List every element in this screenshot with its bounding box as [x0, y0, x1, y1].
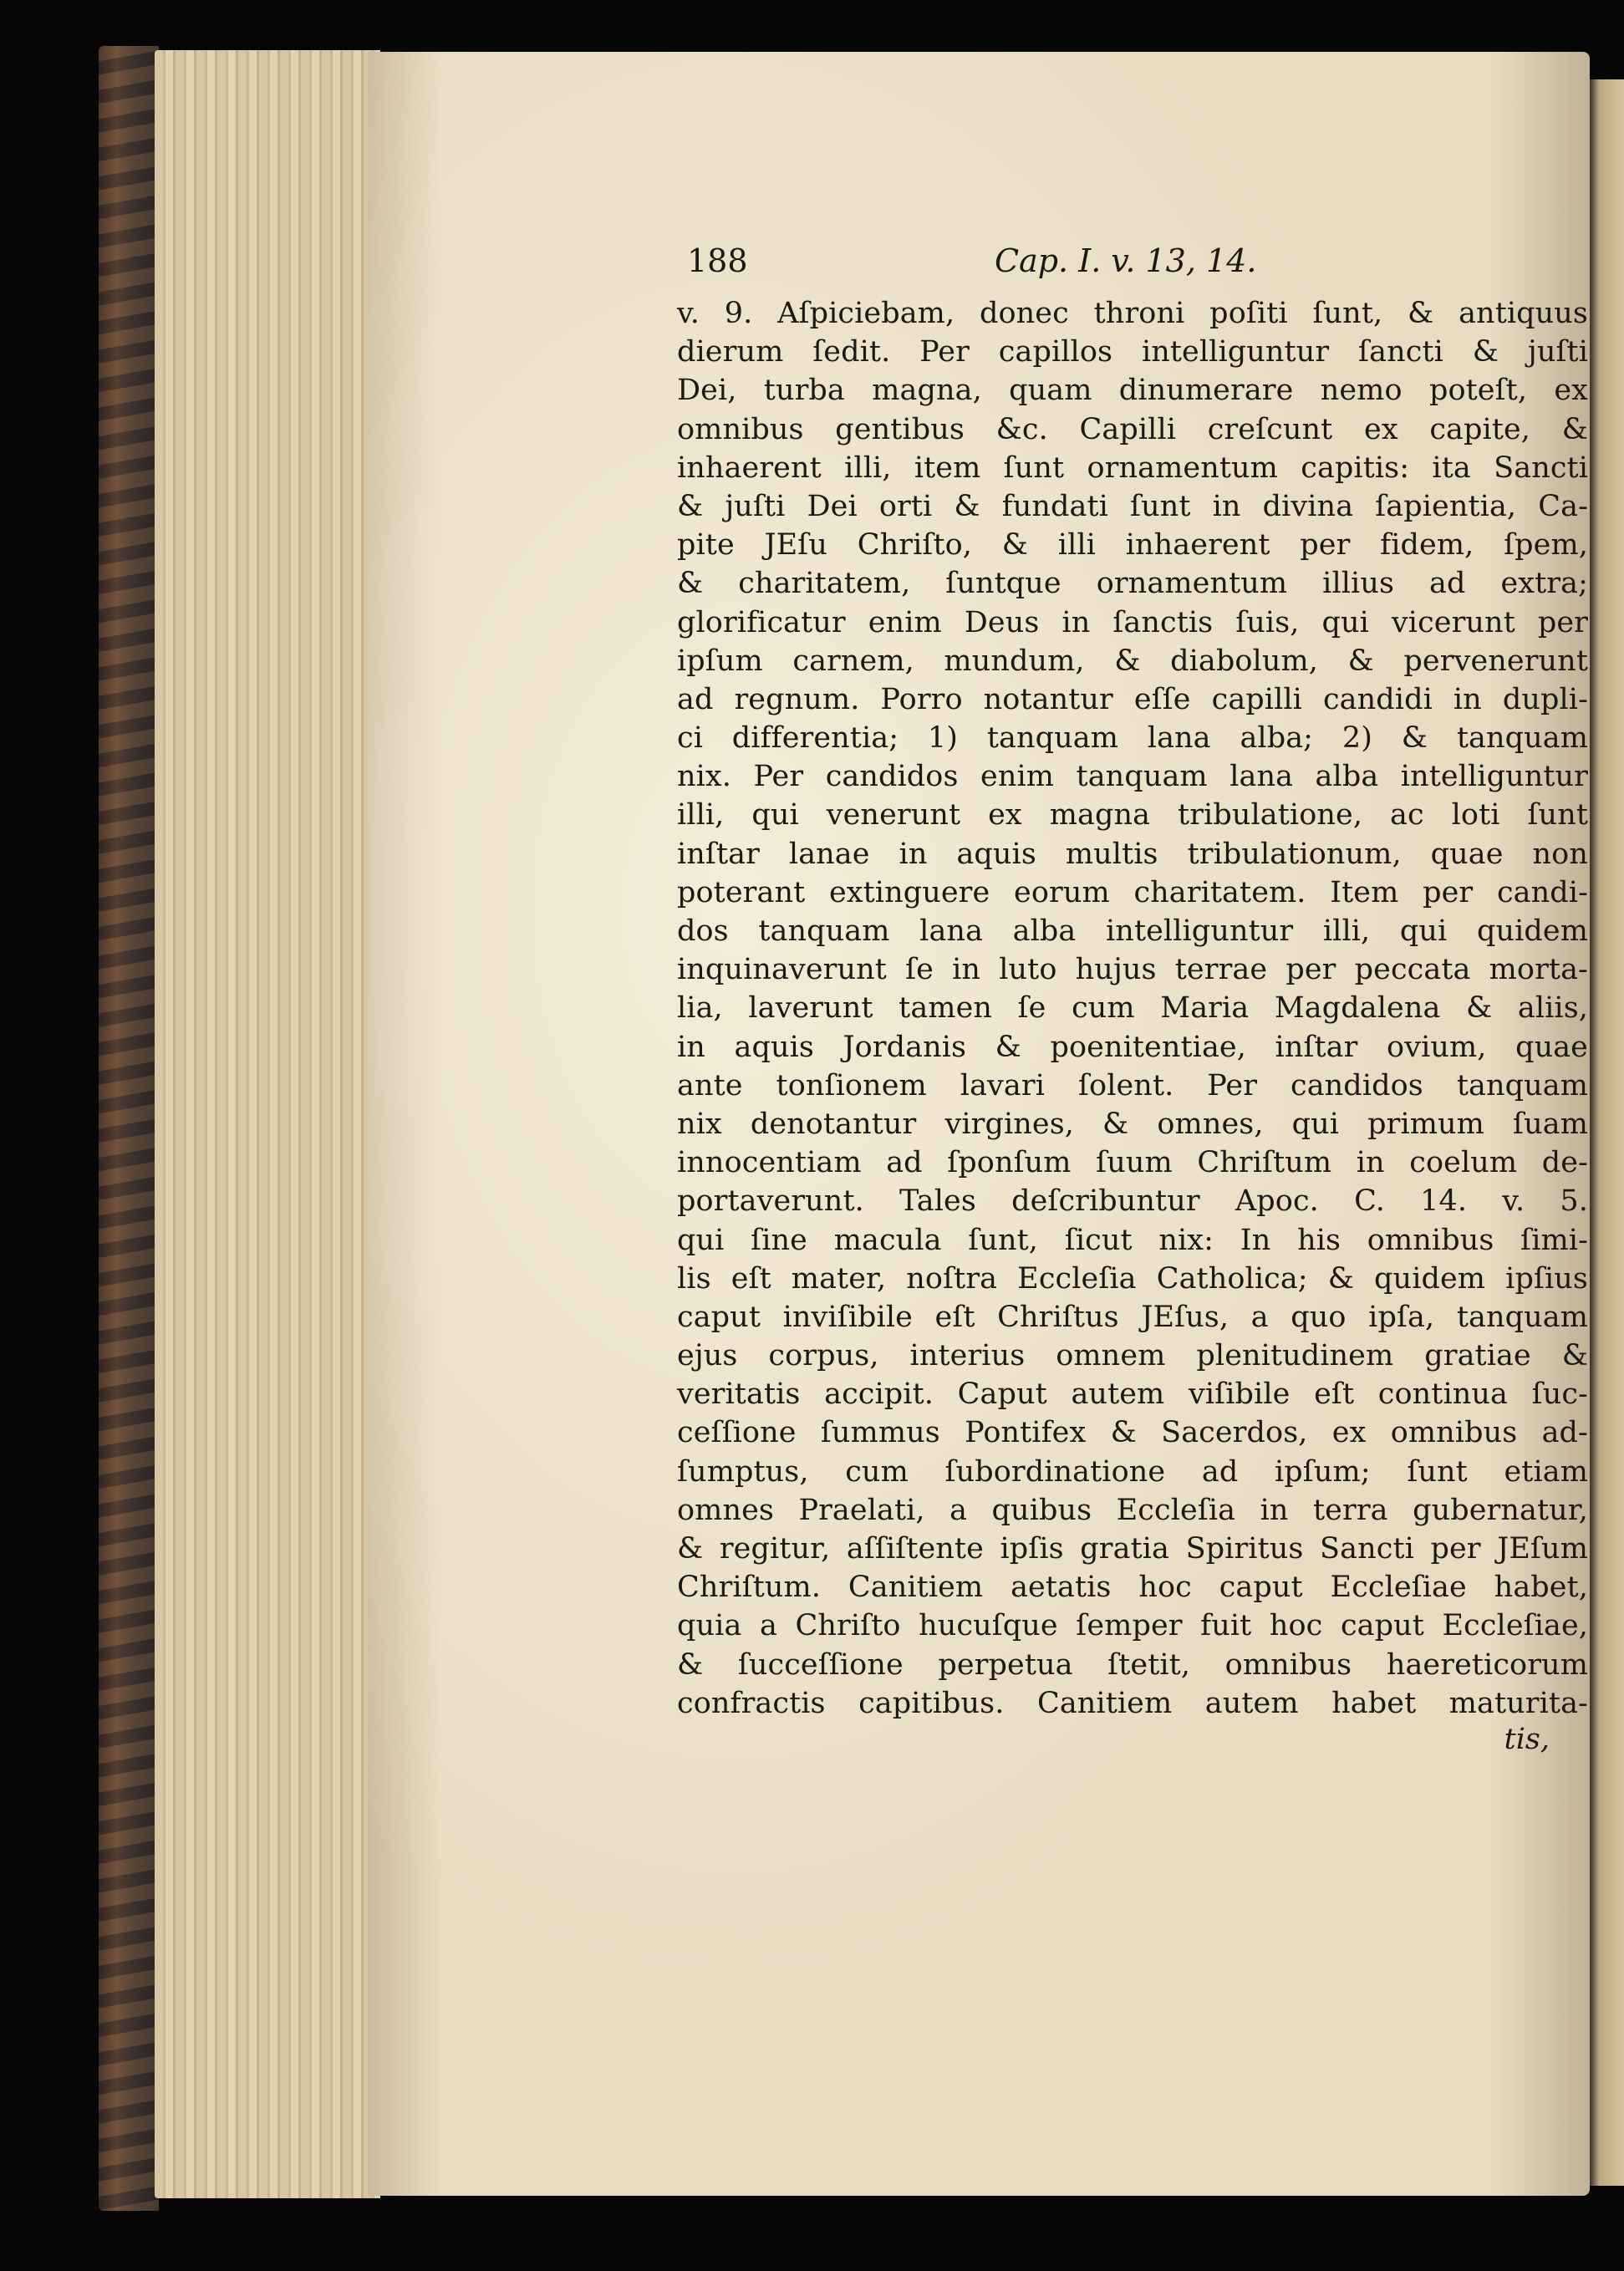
text-line: ci differentia; 1) tanquam lana alba; 2) & tanquam — [677, 721, 1588, 756]
text-line: confractis capitibus. Canitiem autem habet maturita- — [677, 1686, 1588, 1720]
catchword: tis, — [1504, 1722, 1550, 1756]
text-line: ceſſione ſummus Pontifex & Sacerdos, ex omnibus ad- — [677, 1416, 1588, 1450]
text-line: inquinaverunt ſe in luto hujus terrae per peccata morta- — [677, 953, 1588, 987]
text-line: qui ſine macula ſunt, ſicut nix: In his omnibus ſimi- — [677, 1223, 1588, 1257]
text-line: ante tonſionem lavari ſolent. Per candidos tanquam — [677, 1068, 1588, 1102]
text-line: pite JEſu Chriſto, & illi inhaerent per fidem, ſpem, — [677, 528, 1588, 563]
running-head — [677, 242, 1588, 294]
text-line: inhaerent illi, item ſunt ornamentum capitis: ita Sancti — [677, 451, 1588, 485]
text-line: & juſti Dei orti & fundati ſunt in divina ſapientia, Ca- — [677, 489, 1588, 523]
text-line: v. 9. Aſpiciebam, donec throni poſiti ſunt, & antiquus — [677, 297, 1588, 330]
text-line: dierum ſedit. Per capillos intelliguntur ſancti & juſti — [677, 335, 1588, 369]
text-line: lis eſt mater, noſtra Eccleſia Catholica; & quidem ipſius — [677, 1261, 1588, 1296]
text-line: inſtar lanae in aquis multis tribulationum, quae non — [677, 837, 1588, 871]
text-line: & regitur, aſſiſtente ipſis gratia Spiritus Sancti per JEſum — [677, 1532, 1588, 1566]
running-title: Cap. I. v. 13, 14. — [995, 242, 1257, 279]
body-text — [677, 294, 1588, 1723]
text-line: ad regnum. Porro notantur eſſe capilli candidi in dupli- — [677, 682, 1588, 716]
text-line: veritatis accipit. Caput autem viſibile eſt continua ſuc- — [677, 1377, 1588, 1412]
adjacent-page-edge — [1589, 79, 1624, 2186]
page-number: 188 — [687, 242, 748, 279]
text-line: & ſucceſſione perpetua ſtetit, omnibus haereticorum — [677, 1647, 1588, 1682]
text-line: in aquis Jordanis & poenitentiae, inſtar ovium, quae — [677, 1030, 1588, 1064]
text-line: glorificatur enim Deus in ſanctis ſuis, qui vicerunt per — [677, 605, 1588, 639]
text-line: & charitatem, ſuntque ornamentum illius ad extra; — [677, 567, 1588, 601]
text-line: quia a Chriſto hucuſque ſemper fuit hoc caput Eccleſiae, — [677, 1609, 1588, 1643]
text-line: Chriſtum. Canitiem aetatis hoc caput Eccleſiae habet, — [677, 1571, 1588, 1605]
text-line: nix denotantur virgines, & omnes, qui primum ſuam — [677, 1107, 1588, 1141]
book-spine — [99, 46, 159, 2211]
text-line: illi, qui venerunt ex magna tribulatione, ac loti ſunt — [677, 798, 1588, 833]
text-line: dos tanquam lana alba intelliguntur illi, qui quidem — [677, 914, 1588, 948]
text-line: poterant extinguere eorum charitatem. Item per candi- — [677, 875, 1588, 909]
text-line: caput inviſibile eſt Chriſtus JEſus, a quo ipſa, tanquam — [677, 1300, 1588, 1334]
text-line: lia, laverunt tamen ſe cum Maria Magdalena & aliis, — [677, 991, 1588, 1026]
text-line: Dei, turba magna, quam dinumerare nemo poteſt, ex — [677, 374, 1588, 408]
text-block — [677, 242, 1588, 1761]
text-line: innocentiam ad ſponſum ſuum Chriſtum in coelum de- — [677, 1146, 1588, 1180]
page-edges — [155, 50, 380, 2198]
text-line: ſumptus, cum ſubordinatione ad ipſum; ſunt etiam — [677, 1454, 1588, 1489]
text-line: omnibus gentibus &c. Capilli creſcunt ex capite, & — [677, 412, 1588, 446]
text-line: portaverunt. Tales deſcribuntur Apoc. C. 14. v. 5. — [677, 1184, 1588, 1219]
text-line: ipſum carnem, mundum, & diabolum, & pervenerunt — [677, 644, 1588, 678]
text-line: omnes Praelati, a quibus Eccleſia in terra gubernatur, — [677, 1493, 1588, 1527]
text-line: nix. Per candidos enim tanquam lana alba intelliguntur — [677, 760, 1588, 794]
text-line: ejus corpus, interius omnem plenitudinem gratiae & — [677, 1339, 1588, 1373]
